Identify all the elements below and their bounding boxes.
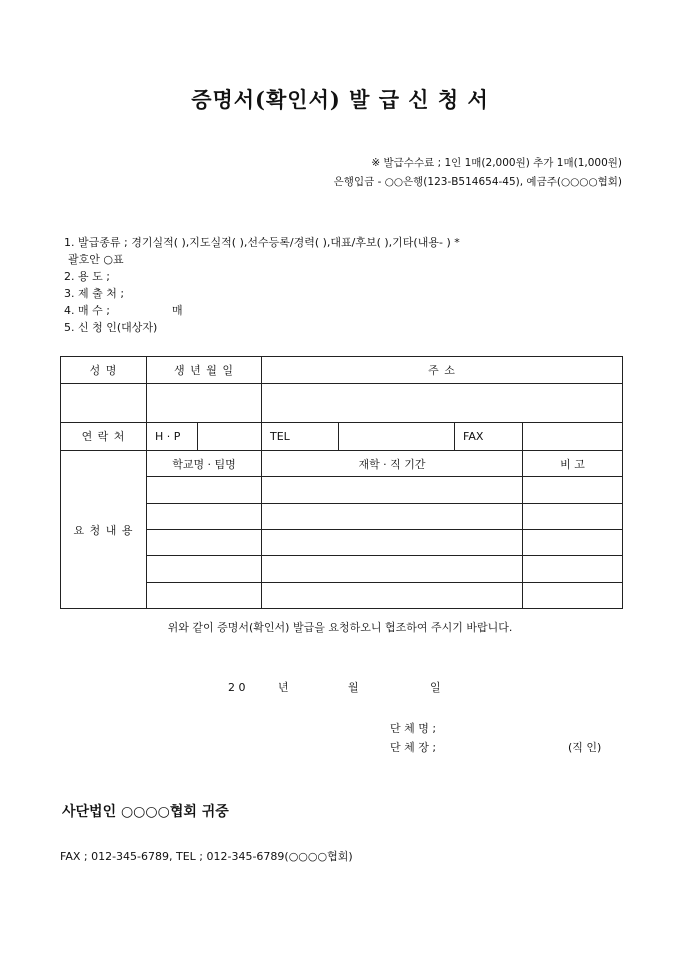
item-purpose: 2. 용 도 ; (64, 270, 110, 283)
date-year: 2 0 (228, 681, 246, 694)
period-cell[interactable] (262, 556, 523, 582)
request-header: 요 청 내 용 (61, 451, 147, 609)
school-cell[interactable] (147, 477, 262, 503)
application-items (64, 234, 460, 336)
period-header: 재학 · 직 기간 (262, 451, 523, 477)
birth-field[interactable] (147, 384, 262, 422)
item-applicant: 5. 신 청 인(대상자) (64, 321, 158, 334)
tel-field[interactable] (339, 422, 455, 450)
item-count-unit: 매 (171, 304, 183, 317)
date-day-unit: 일 (430, 681, 441, 694)
period-cell[interactable] (262, 503, 523, 529)
period-cell[interactable] (262, 582, 523, 608)
address-field[interactable] (262, 384, 623, 422)
item-count-label: 4. 매 수 ; (64, 304, 110, 317)
item-kind: 1. 발급종류 ; 경기실적( ),지도실적( ),선수등록/경력( ),대표/후보( ),기타(내용- ) * (64, 236, 460, 249)
name-field[interactable] (61, 384, 147, 422)
date-line (228, 679, 441, 695)
school-cell[interactable] (147, 556, 262, 582)
remark-cell[interactable] (523, 503, 623, 529)
school-cell[interactable] (147, 530, 262, 556)
contact-line: FAX ; 012-345-6789, TEL ; 012-345-6789(○○○○협회) (60, 850, 353, 863)
hp-label: H · P (147, 422, 198, 450)
school-cell[interactable] (147, 503, 262, 529)
school-cell[interactable] (147, 582, 262, 608)
fax-label: FAX (455, 422, 523, 450)
remark-cell[interactable] (523, 477, 623, 503)
org-head-label: 단 체 장 ; (390, 741, 437, 754)
item-submit-to: 3. 제 출 처 ; (64, 287, 125, 300)
document-title: 증명서(확인서) 발 급 신 청 서 (191, 87, 489, 112)
birth-header: 생 년 월 일 (147, 357, 262, 384)
remark-cell[interactable] (523, 556, 623, 582)
recipient-org: 사단법인 ○○○○협회 귀중 (62, 804, 229, 820)
request-text: 위와 같이 증명서(확인서) 발급을 요청하오니 협조하여 주시기 바랍니다. (167, 621, 513, 634)
bank-note: 은행입금 - ○○은행(123-B514654-45), 예금주(○○○○협회) (333, 176, 622, 188)
period-cell[interactable] (262, 477, 523, 503)
address-header: 주 소 (262, 357, 623, 384)
item-count (64, 302, 460, 319)
org-name-label: 단 체 명 ; (390, 722, 437, 735)
remark-cell[interactable] (523, 530, 623, 556)
applicant-table (60, 356, 623, 609)
fax-field[interactable] (523, 422, 623, 450)
date-year-unit: 년 (278, 681, 289, 694)
name-header: 성 명 (61, 357, 147, 384)
seal-label: (직 인) (568, 741, 602, 754)
fee-note: ※ 발급수수료 ; 1인 1매(2,000원) 추가 1매(1,000원) (371, 157, 622, 169)
date-month-unit: 월 (348, 681, 359, 694)
item-kind-note: 괄호안 ○표 (68, 253, 124, 266)
contact-header: 연 락 처 (61, 422, 147, 450)
period-cell[interactable] (262, 530, 523, 556)
tel-label: TEL (262, 422, 339, 450)
remark-header: 비 고 (523, 451, 623, 477)
school-header: 학교명 · 팀명 (147, 451, 262, 477)
hp-field[interactable] (198, 422, 262, 450)
remark-cell[interactable] (523, 582, 623, 608)
